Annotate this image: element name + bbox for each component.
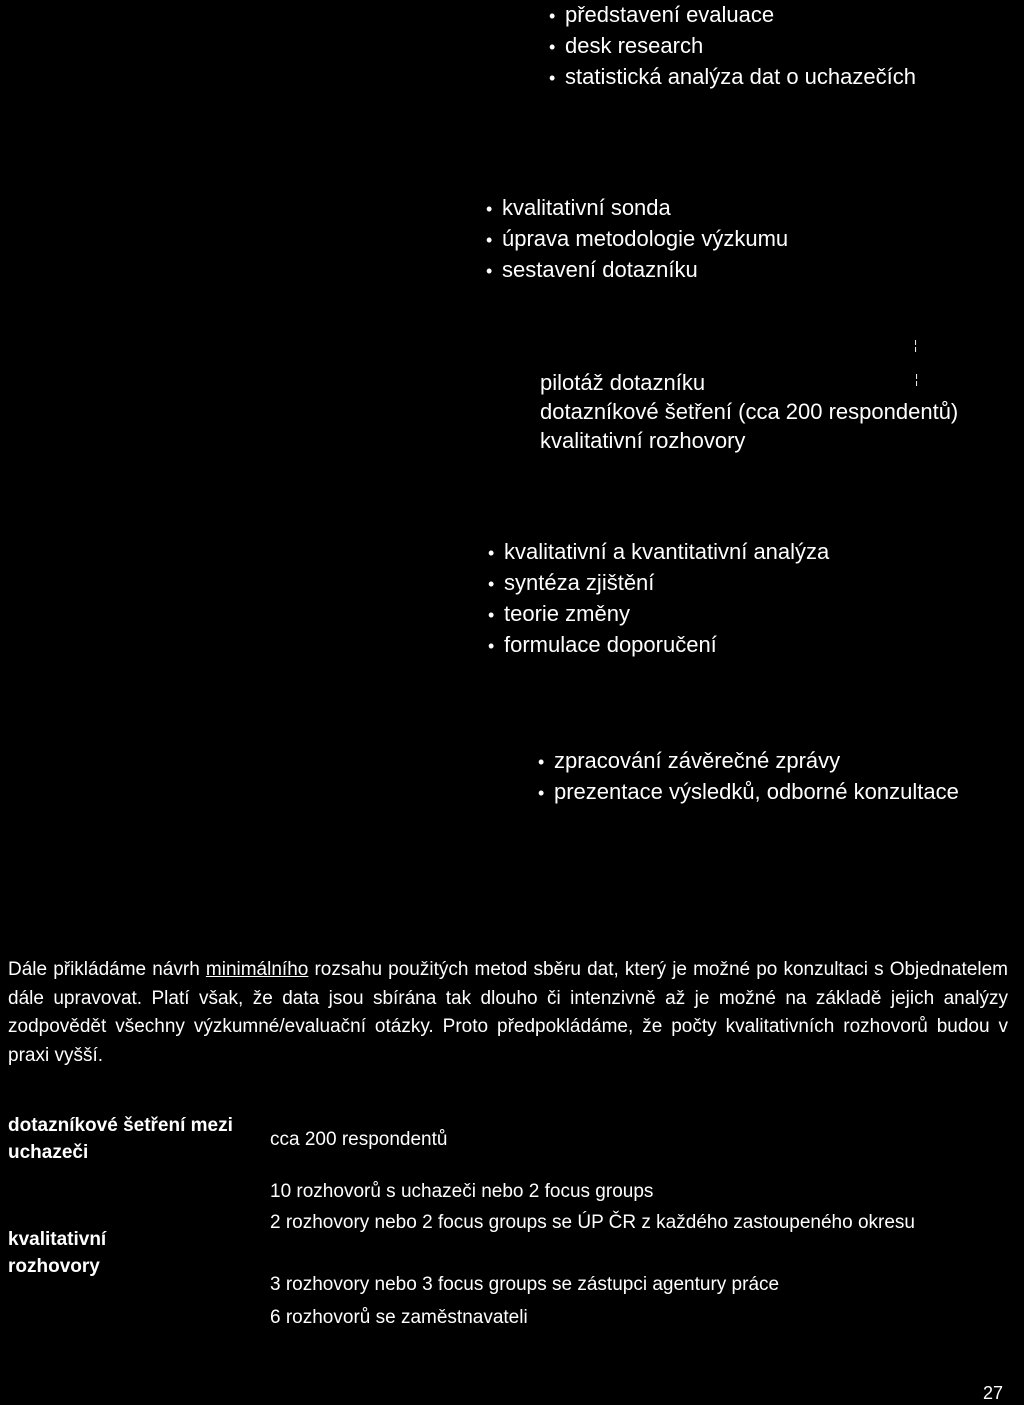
list-item: • syntéza zjištění <box>488 568 829 599</box>
list-item: • desk research <box>549 31 916 62</box>
list-item: dotazníkové šetření (cca 200 respondentů) <box>540 399 959 424</box>
qualitative-item: 10 rozhovorů s uchazeči nebo 2 focus groups <box>270 1181 654 1202</box>
phase-1-list <box>549 0 916 93</box>
list-item: • kvalitativní a kvantitativní analýza <box>488 537 829 568</box>
scan-mark: ╎ <box>913 373 921 387</box>
list-item: • představení evaluace <box>549 0 916 31</box>
qualitative-label: kvalitativní rozhovory <box>8 1229 107 1277</box>
qualitative-item: 2 rozhovory nebo 2 focus groups se ÚP ČR z každého zastoupeného okresu <box>270 1212 915 1233</box>
list-item: • sestavení dotazníku <box>486 255 788 286</box>
qualitative-item: 3 rozhovory nebo 3 focus groups se zástupci agentury práce <box>270 1274 780 1295</box>
page-number: 27 <box>983 1383 1004 1403</box>
scan-mark: ╎ <box>912 339 920 353</box>
list-item: • formulace doporučení <box>488 630 829 661</box>
phase-3-list <box>540 368 958 455</box>
qualitative-item: 6 rozhovorů se zaměstnavateli <box>270 1307 528 1328</box>
survey-value: cca 200 respondentů <box>270 1129 448 1150</box>
phase-2-list <box>486 193 788 286</box>
list-item: • statistická analýza dat o uchazečích <box>549 62 916 93</box>
phase-4-list <box>488 537 829 661</box>
intro-underlined-word: minimálního <box>205 959 309 980</box>
intro-text-2: rozsahu použitých metod sběru dat, který je možné po konzultaci s Objednatelem dále upravovat. Platí však, že data jsou sbírána tak dlouho či intenzivně až je možné na základě jejich analýzy zodpovědět všechny výzkumné/evaluační otázky. Proto předpokládáme, že počty kvalitativních rozhovorů budou v praxi vyšší. <box>8 959 1009 1066</box>
intro-paragraph <box>8 956 1008 1070</box>
list-item: pilotáž dotazníku <box>540 370 706 395</box>
list-item: • zpracování závěrečné zprávy <box>538 746 959 777</box>
list-item: • prezentace výsledků, odborné konzultace <box>538 777 959 808</box>
list-item: kvalitativní rozhovory <box>540 428 746 453</box>
list-item: • kvalitativní sonda <box>486 193 788 224</box>
list-item: • teorie změny <box>488 599 829 630</box>
intro-text-1: Dále přikládáme návrh <box>8 959 206 980</box>
survey-label: dotazníkové šetření mezi uchazeči <box>8 1115 233 1163</box>
list-item: • úprava metodologie výzkumu <box>486 224 788 255</box>
phase-5-list <box>538 746 959 808</box>
